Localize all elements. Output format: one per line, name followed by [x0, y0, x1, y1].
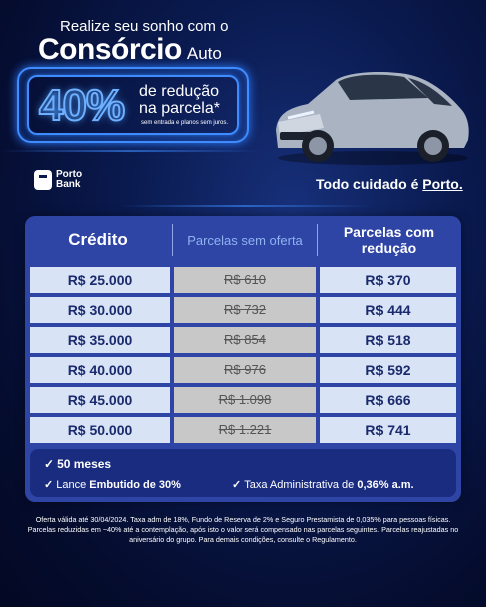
porto-bank-wordmark: Porto Bank [56, 169, 83, 190]
feature-admin-value: 0,36% a.m. [357, 479, 414, 491]
features-box [30, 449, 456, 497]
no-offer-cell: R$ 854 [174, 327, 316, 353]
column-header-credit: Crédito [68, 230, 128, 249]
no-offer-cell: R$ 732 [174, 297, 316, 323]
feature-months-text: 50 meses [57, 457, 112, 471]
check-icon: ✓ [44, 457, 55, 471]
promo-note: sem entrada e planos sem juros. [141, 120, 229, 126]
slogan [316, 176, 463, 192]
feature-embedded-bid [44, 478, 181, 491]
credit-cell: R$ 40.000 [30, 357, 170, 383]
headline-title-main: Consórcio [38, 33, 182, 66]
table-row [30, 387, 456, 413]
porto-bank-logo [34, 170, 86, 190]
light-streak [120, 205, 370, 207]
no-offer-cell: R$ 610 [174, 267, 316, 293]
car-image [268, 62, 473, 167]
feature-admin-prefix: Taxa Administrativa de [244, 479, 355, 491]
reduced-cell: R$ 741 [320, 417, 456, 443]
table-row [30, 267, 456, 293]
credit-cell: R$ 45.000 [30, 387, 170, 413]
feature-admin-fee [232, 478, 414, 491]
check-icon: ✓ [44, 479, 54, 491]
legal-disclaimer: Oferta válida até 30/04/2024. Taxa adm de 18%, Fundo de Reserva de 2% e Seguro Prestamista de 0,035% para pessoas físicas. Parcelas reduzidas em ~40% até a contemplação, após isto o valor será compensado nas parcelas seguintes. Parcelas reajustadas no aniversário do grupo. Para demais condições, consulte o Regulamento. [27, 515, 459, 544]
slogan-brand: Porto. [422, 176, 463, 192]
feature-months [44, 457, 111, 471]
check-icon: ✓ [232, 479, 242, 491]
promo-percent: 40% [39, 81, 125, 130]
reduced-cell: R$ 666 [320, 387, 456, 413]
headline-title-suffix: Auto [186, 44, 222, 63]
price-table [25, 216, 461, 502]
table-row [30, 357, 456, 383]
table-row [30, 297, 456, 323]
light-streak [0, 150, 260, 152]
reduced-cell: R$ 518 [320, 327, 456, 353]
reduced-cell: R$ 444 [320, 297, 456, 323]
column-header-reduced: Parcelas com redução [343, 224, 435, 256]
slogan-prefix: Todo cuidado é [316, 176, 419, 192]
headline-title [38, 33, 222, 67]
feature-embedded-value: Embutido de 30% [89, 479, 181, 491]
credit-cell: R$ 50.000 [30, 417, 170, 443]
credit-cell: R$ 30.000 [30, 297, 170, 323]
table-row [30, 327, 456, 353]
promo-line-1: de redução [139, 83, 220, 100]
headline-subtitle: Realize seu sonho com o [60, 18, 229, 35]
no-offer-cell: R$ 1.221 [174, 417, 316, 443]
porto-bank-icon [34, 170, 52, 190]
reduced-cell: R$ 592 [320, 357, 456, 383]
promo-badge [17, 67, 249, 143]
promo-badge-inner [27, 75, 239, 135]
credit-cell: R$ 25.000 [30, 267, 170, 293]
feature-embedded-prefix: Lance [56, 479, 87, 491]
column-header-no-offer: Parcelas sem oferta [187, 232, 303, 248]
reduced-cell: R$ 370 [320, 267, 456, 293]
no-offer-cell: R$ 1.098 [174, 387, 316, 413]
table-body [30, 267, 456, 447]
table-row [30, 417, 456, 443]
no-offer-cell: R$ 976 [174, 357, 316, 383]
credit-cell: R$ 35.000 [30, 327, 170, 353]
promo-line-2: na parcela* [139, 100, 220, 117]
